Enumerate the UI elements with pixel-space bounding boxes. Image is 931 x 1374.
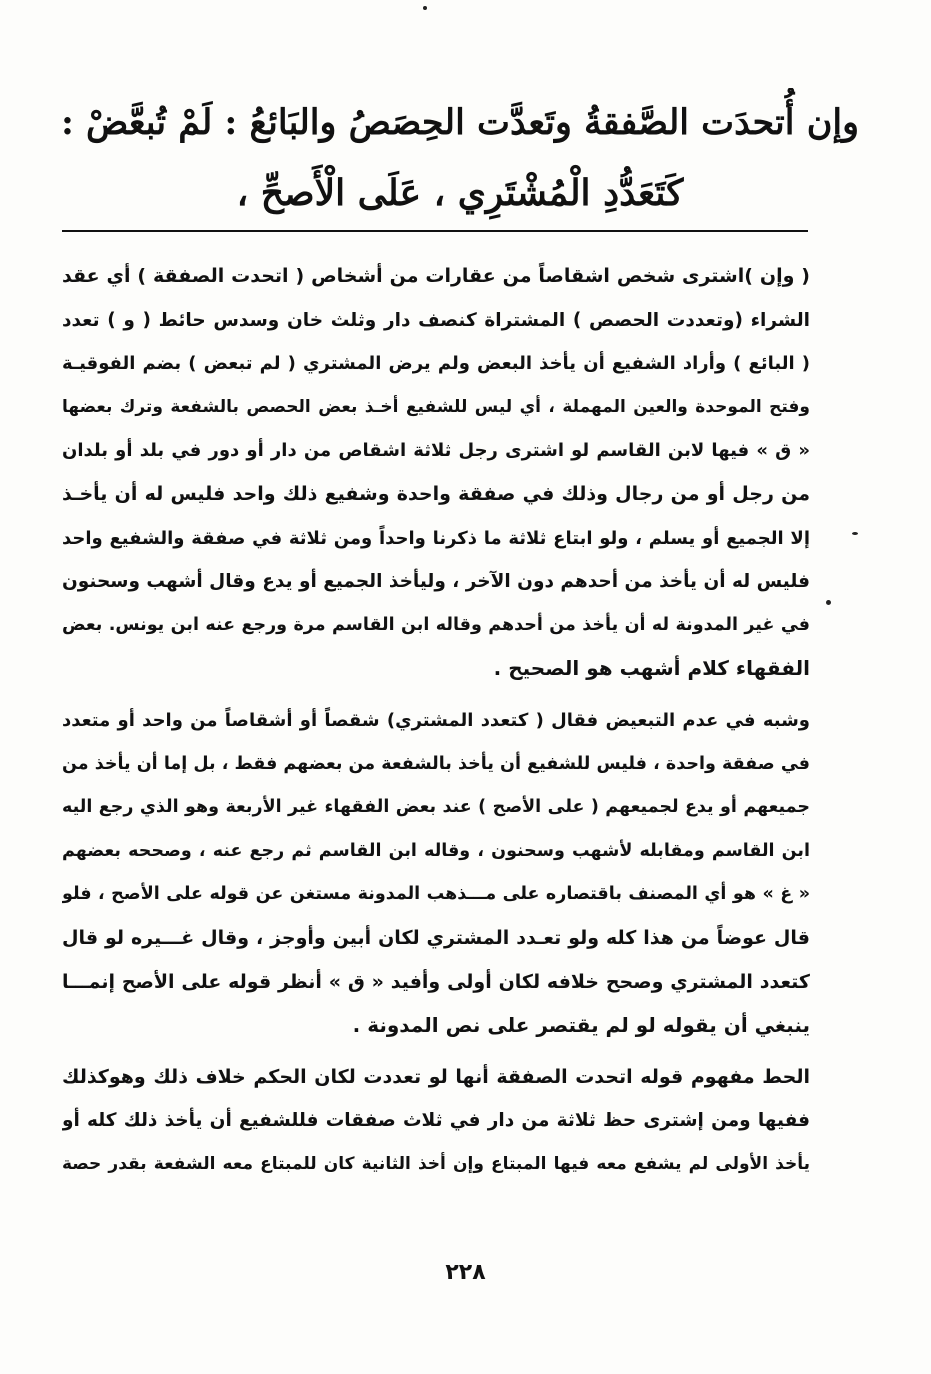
verse-header bbox=[60, 88, 860, 228]
text-line: جميعهم أو يدع لجميعهم ( على الأصح ) عند بعض الفقهاء غير الأربعة وهو الذي رجع اليه bbox=[62, 797, 810, 818]
scan-speck bbox=[826, 600, 831, 605]
text-line: كتعدد المشتري وصحح خلافه لكان أولى وأفيد « ق » أنظر قوله على الأصح إنمـــا bbox=[62, 970, 810, 993]
text-line: ينبغي أن يقوله لو لم يقتصر على نص المدونة . bbox=[352, 1013, 810, 1038]
scan-speck bbox=[852, 532, 858, 535]
text-line: قال عوضاً من هذا كله ولو تعـدد المشتري لكان أبين وأوجز ، وقال غـــيره لو قال bbox=[62, 926, 810, 949]
scan-speck bbox=[423, 6, 427, 10]
text-line: إلا الجميع أو يسلم ، ولو ابتاع ثلاثة ما ذكرنا واحداً ومن ثلاثة في صفقة والشفيع واحد bbox=[62, 527, 810, 549]
text-line: ففيها ومن إشترى حظ ثلاثة من دار في ثلاث صفقات فللشفيع أن يأخذ ذلك كله أو bbox=[62, 1110, 810, 1132]
text-line: الحط مفهوم قوله اتحدت الصفقة أنها لو تعددت لكان الحكم خلاف ذلك وهوكذلك bbox=[62, 1065, 810, 1088]
verse-line-1: وإن أُتحدَت الصَّفقةُ وتَعدَّت الحِصَصُ والبَائعُ : لَمْ تُبعَّضْ : bbox=[60, 102, 860, 143]
text-line: ( وإن )اشترى شخص اشقاصاً من عقارات من أشخاص ( اتحدت الصفقة ) أي عقد bbox=[62, 265, 810, 287]
text-line: « ق » فيها لابن القاسم لو اشترى رجل ثلاثة اشقاص من دار أو دور في بلد أو بلدان bbox=[62, 440, 810, 462]
text-line: في صفقة واحدة ، فليس للشفيع أن يأخذ بالشفعة من بعضهم فقط ، بل إما أن يأخذ من bbox=[62, 753, 810, 774]
text-line: في غير المدونة له أن يأخذ من أحدهم وقاله ابن القاسم مرة ورجع عنه ابن يونس. بعض bbox=[62, 614, 810, 635]
paragraph-2 bbox=[62, 699, 810, 1048]
text-line: يأخذ الأولى لم يشفع معه فيها المبتاع وإن أخذ الثانية كان للمبتاع معه الشفعة بقدر حصة bbox=[62, 1153, 810, 1174]
text-line: ( البائع ) وأراد الشفيع أن يأخذ البعض ولم يرض المشتري ( لم تبعض ) بضم الفوقيـة bbox=[62, 353, 810, 375]
verse-line-2: كَتَعَدُّدِ الْمُشْتَرِي ، عَلَى الْأَصحِّ ، bbox=[236, 172, 684, 214]
text-line: فليس له أن يأخذ من أحدهم دون الآخر ، وليأخذ الجميع أو يدع وقال أشهب وسحنون bbox=[62, 571, 810, 593]
text-line: ابن القاسم ومقابله لأشهب وسحنون ، وقاله ابن القاسم ثم رجع عنه ، وصححه بعضهم bbox=[62, 840, 810, 861]
paragraph-1 bbox=[62, 255, 810, 691]
page-number: ٢٢٨ bbox=[445, 1260, 486, 1285]
text-line: وفتح الموحدة والعين المهملة ، أي ليس للشفيع أخـذ بعض الحصص بالشفعة وترك بعضها bbox=[62, 396, 810, 417]
text-line: من رجل أو من رجال وذلك في صفقة واحدة وشفيع ذلك واحد فليس له أن يأخـذ bbox=[62, 482, 810, 505]
text-line: الفقهاء كلام أشهب هو الصحيح . bbox=[493, 656, 810, 681]
commentary-body bbox=[62, 255, 810, 1186]
header-divider bbox=[62, 230, 808, 232]
paragraph-3 bbox=[62, 1056, 810, 1187]
text-line: وشبه في عدم التبعيض فقال ( كتعدد المشتري) شقصاً أو أشقاصاً من واحد أو متعدد bbox=[62, 709, 810, 731]
text-line: « غ » هو أي المصنف باقتصاره على مـــذهب المدونة مستغن عن قوله على الأصح ، فلو bbox=[62, 884, 810, 905]
text-line: الشراء (وتعددت الحصص ) المشتراة كنصف دار وثلث خان وسدس حائط ( و ) تعدد bbox=[62, 309, 810, 331]
